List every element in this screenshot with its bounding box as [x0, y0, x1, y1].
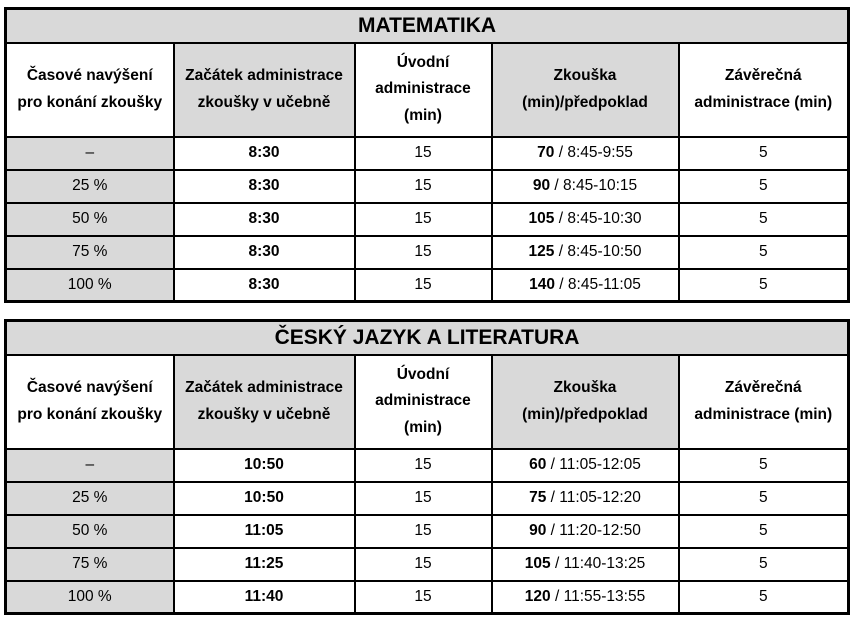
- exam-minutes: 105: [524, 555, 551, 572]
- start-cell: 11:05: [174, 515, 355, 548]
- increase-cell: 75 %: [6, 236, 174, 269]
- exam-minutes: 90: [532, 177, 551, 194]
- col-header-increase: Časové navýšení pro konání zkoušky: [6, 355, 174, 449]
- increase-cell: 25 %: [6, 482, 174, 515]
- final-cell: 5: [679, 236, 849, 269]
- intro-cell: 15: [355, 548, 492, 581]
- exam-minutes: 120: [524, 587, 551, 605]
- increase-cell: 50 %: [6, 515, 174, 548]
- exam-timerange: / 8:45-9:55: [558, 144, 633, 161]
- increase-cell: 25 %: [6, 170, 174, 203]
- intro-cell: 15: [355, 269, 492, 302]
- increase-cell: –: [6, 449, 174, 482]
- exam-minutes: 60: [529, 456, 547, 473]
- exam-minutes: 140: [529, 275, 555, 293]
- table-header-row: [6, 355, 849, 449]
- exam-cell: [492, 482, 679, 515]
- start-cell: 8:30: [174, 269, 355, 302]
- intro-cell: 15: [355, 449, 492, 482]
- col-header-exam: Zkouška (min)/předpoklad: [492, 355, 679, 449]
- matematika-table: [4, 7, 850, 303]
- table-row: [6, 515, 849, 548]
- increase-cell: 100 %: [6, 581, 174, 614]
- final-cell: 5: [679, 137, 849, 170]
- exam-timerange: / 8:45-10:15: [554, 177, 638, 194]
- exam-minutes: 90: [529, 522, 547, 539]
- exam-cell: [492, 269, 679, 302]
- intro-cell: 15: [355, 581, 492, 614]
- table-row: [6, 482, 849, 515]
- start-cell: 10:50: [174, 482, 355, 515]
- intro-cell: 15: [355, 236, 492, 269]
- start-cell: 11:40: [174, 581, 355, 614]
- increase-cell: 50 %: [6, 203, 174, 236]
- exam-minutes: 105: [528, 210, 555, 227]
- table-row: [6, 449, 849, 482]
- col-header-intro: Úvodní administrace (min): [355, 43, 492, 137]
- start-cell: 8:30: [174, 137, 355, 170]
- exam-timerange: / 8:45-11:05: [559, 275, 641, 293]
- table-row: [6, 203, 849, 236]
- table-row: [6, 236, 849, 269]
- exam-timerange: / 11:40-13:25: [554, 555, 646, 572]
- start-cell: 8:30: [174, 170, 355, 203]
- exam-timerange: / 11:20-12:50: [550, 522, 641, 539]
- start-cell: 10:50: [174, 449, 355, 482]
- intro-cell: 15: [355, 203, 492, 236]
- increase-cell: –: [6, 137, 174, 170]
- exam-timerange: / 8:45-10:30: [558, 210, 642, 227]
- final-cell: 5: [679, 548, 849, 581]
- intro-cell: 15: [355, 482, 492, 515]
- col-header-increase: Časové navýšení pro konání zkoušky: [6, 43, 174, 137]
- exam-minutes: 70: [537, 144, 555, 161]
- col-header-intro: Úvodní administrace (min): [355, 355, 492, 449]
- exam-cell: [492, 203, 679, 236]
- exam-timerange: / 11:05-12:05: [550, 456, 641, 473]
- final-cell: 5: [679, 170, 849, 203]
- exam-cell: [492, 581, 679, 614]
- intro-cell: 15: [355, 170, 492, 203]
- table-gap: [4, 303, 847, 319]
- col-header-start: Začátek administrace zkoušky v učebně: [174, 43, 355, 137]
- exam-timerange: / 8:45-10:50: [558, 243, 642, 260]
- table-row: [6, 170, 849, 203]
- table-row: [6, 137, 849, 170]
- exam-cell: [492, 137, 679, 170]
- cesky-jazyk-table: [4, 319, 850, 615]
- start-cell: 11:25: [174, 548, 355, 581]
- exam-cell: [492, 515, 679, 548]
- col-header-final: Závěrečná administrace (min): [679, 355, 849, 449]
- table-row: [6, 581, 849, 614]
- table-title-row: [6, 9, 849, 43]
- col-header-start: Začátek administrace zkoušky v učebně: [174, 355, 355, 449]
- col-header-final: Závěrečná administrace (min): [679, 43, 849, 137]
- exam-timerange: / 11:05-12:20: [550, 489, 641, 506]
- exam-cell: [492, 236, 679, 269]
- table-title: ČESKÝ JAZYK A LITERATURA: [6, 321, 849, 355]
- exam-minutes: 75: [529, 489, 547, 506]
- exam-minutes: 125: [528, 243, 555, 260]
- intro-cell: 15: [355, 137, 492, 170]
- intro-cell: 15: [355, 515, 492, 548]
- exam-cell: [492, 170, 679, 203]
- table-title-row: [6, 321, 849, 355]
- final-cell: 5: [679, 269, 849, 302]
- final-cell: 5: [679, 482, 849, 515]
- final-cell: 5: [679, 581, 849, 614]
- exam-timerange: / 11:55-13:55: [554, 587, 646, 605]
- final-cell: 5: [679, 449, 849, 482]
- final-cell: 5: [679, 515, 849, 548]
- table-title: MATEMATIKA: [6, 9, 849, 43]
- increase-cell: 75 %: [6, 548, 174, 581]
- table-header-row: [6, 43, 849, 137]
- exam-cell: [492, 449, 679, 482]
- final-cell: 5: [679, 203, 849, 236]
- table-row: [6, 269, 849, 302]
- table-row: [6, 548, 849, 581]
- col-header-exam: Zkouška (min)/předpoklad: [492, 43, 679, 137]
- exam-cell: [492, 548, 679, 581]
- increase-cell: 100 %: [6, 269, 174, 302]
- start-cell: 8:30: [174, 203, 355, 236]
- start-cell: 8:30: [174, 236, 355, 269]
